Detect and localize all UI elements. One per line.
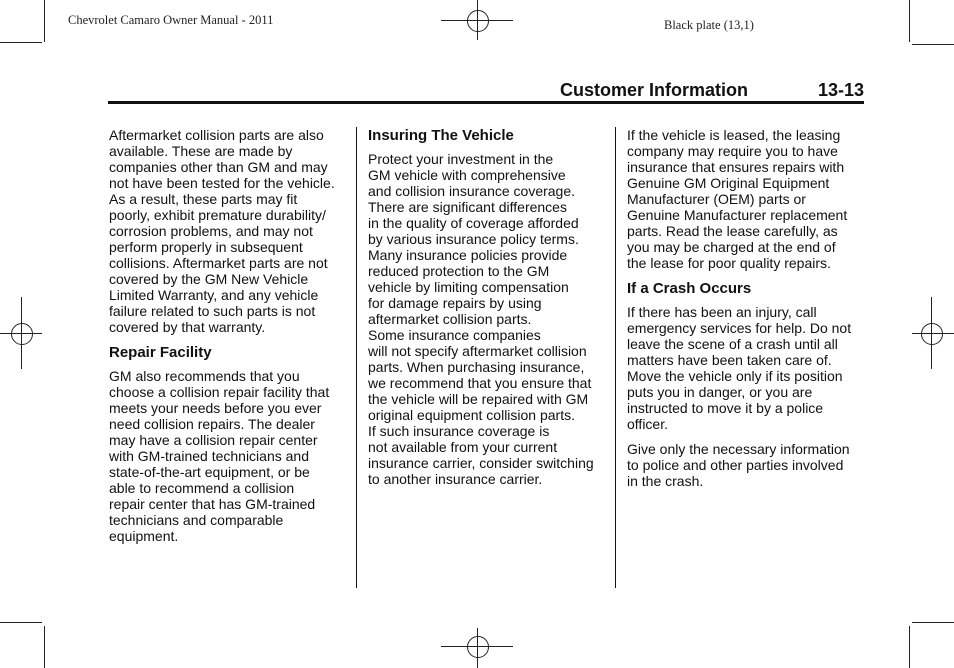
crop-mark: [0, 42, 42, 43]
paragraph: Protect your investment in the GM vehicle with comprehensive and collision insurance coverage. There are significant differences in the quality of coverage afforded by various insurance policy terms. Many insurance policies provide reduced protection to the GM vehicle by limiting compensation for damage repairs by using aftermarket collision parts. Some insurance companies will not specify aftermarket collision parts. When purchasing insurance, we recommend that you ensure that the vehicle will be repaired with GM original equipment collision parts. If such insurance coverage is not available from your current insurance carrier, consider switching to another insurance carrier.: [368, 151, 594, 487]
crop-mark: [44, 626, 45, 668]
crop-mark: [0, 622, 42, 623]
column-divider: [615, 127, 616, 588]
crop-mark: [909, 0, 910, 42]
column-divider: [356, 127, 357, 588]
section-heading: Insuring The Vehicle: [368, 127, 514, 144]
column-3: [627, 127, 867, 498]
column-2: [368, 127, 608, 496]
paragraph: If the vehicle is leased, the leasing company may require you to have insurance that ensures repairs with Genuine GM Original Equipment Manufacturer (OEM) parts or Genuine Manufacturer replacement parts. Read the lease carefully, as you may be charged at the end of the lease for poor quality repairs.: [627, 127, 848, 271]
crop-mark: [912, 622, 954, 623]
section-heading: If a Crash Occurs: [627, 280, 752, 297]
section-title: Customer Information: [560, 80, 749, 100]
registration-mark-circle: [467, 10, 489, 32]
crop-mark: [44, 0, 45, 42]
registration-mark-circle: [11, 323, 33, 345]
section-header: [560, 80, 864, 101]
page-number: 13-13: [817, 80, 864, 100]
header-rule: [108, 101, 864, 104]
paragraph: Give only the necessary information to police and other parties involved in the crash.: [627, 441, 850, 489]
registration-mark-circle: [467, 636, 489, 658]
crop-mark: [912, 44, 954, 45]
paragraph: If there has been an injury, call emergency services for help. Do not leave the scene of a crash until all matters have been taken care of. Move the vehicle only if its position puts you in danger, or you are instructed to move it by a police officer.: [627, 304, 852, 432]
paragraph: GM also recommends that you choose a collision repair facility that meets your needs before you ever need collision repairs. The dealer may have a collision repair center with GM-trained technicians and state-of-the-art equipment, or be able to recommend a collision repair center that has GM-trained technicians and comparable equipment.: [109, 368, 330, 544]
column-1: [109, 127, 349, 553]
running-header-right: Black plate (13,1): [664, 18, 754, 32]
registration-mark-circle: [921, 323, 943, 345]
crop-mark: [909, 626, 910, 668]
section-heading: Repair Facility: [109, 344, 212, 361]
paragraph: Aftermarket collision parts are also available. These are made by companies other than GM and may not have been tested for the vehicle. As a result, these parts may fit poorly, exhibit premature durability/ corrosion problems, and may not perform properly in subsequent collisions. Aftermarket parts are not covered by the GM New Vehicle Limited Warranty, and any vehicle failure related to such parts is not covered by that warranty.: [109, 127, 335, 335]
running-header-left: Chevrolet Camaro Owner Manual - 2011: [68, 13, 274, 27]
